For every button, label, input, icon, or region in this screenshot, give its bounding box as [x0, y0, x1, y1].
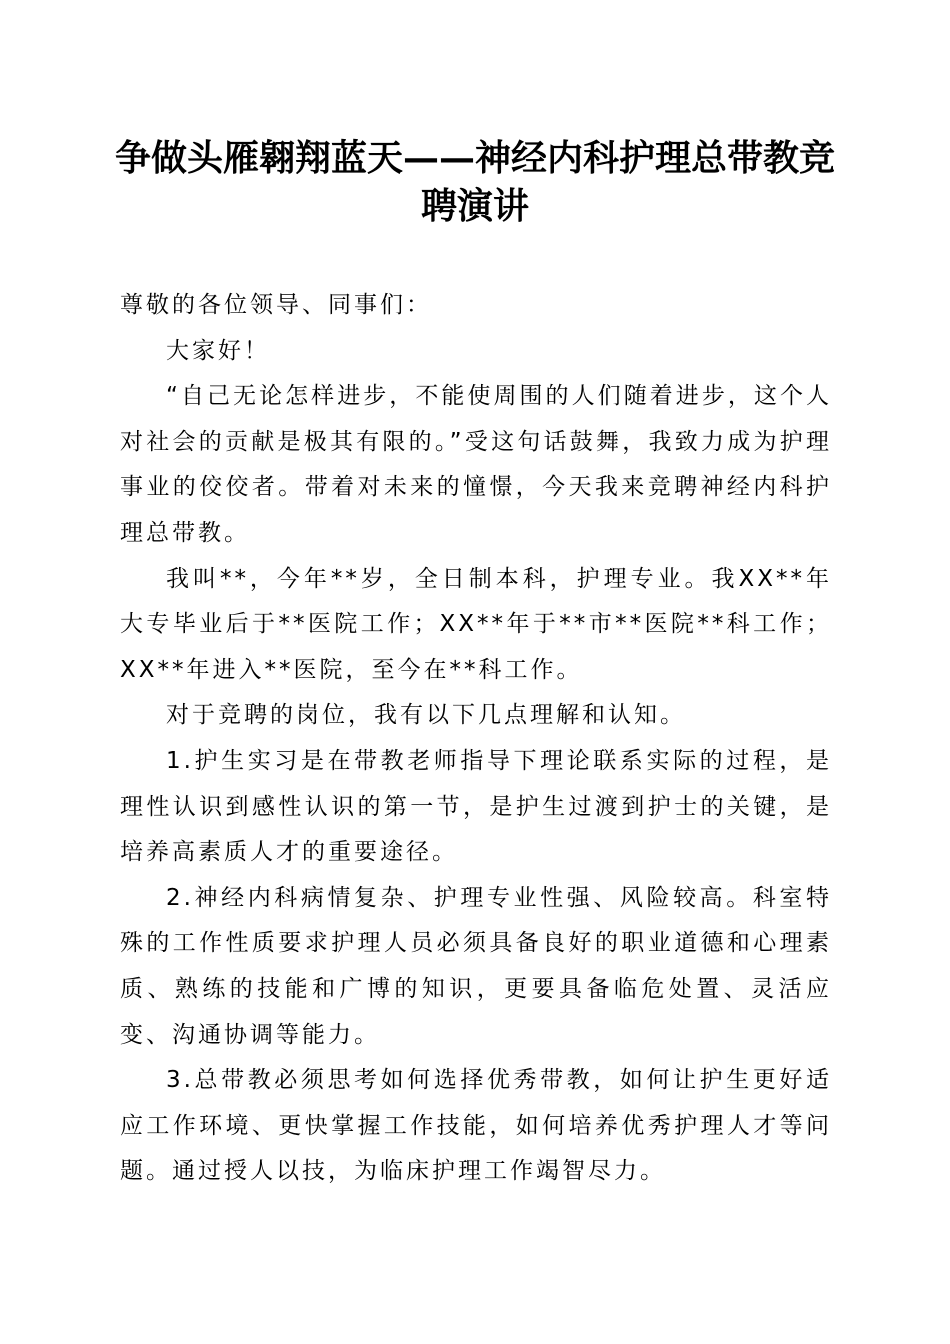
paragraph-motivation: “自己无论怎样进步，不能使周围的人们随着进步，这个人对社会的贡献是极其有限的。”受这句话鼓舞，我致力成为护理事业的佼佼者。带着对未来的憧憬，今天我来竞聘神经内科护理总带教。 [120, 383, 832, 546]
paragraph-point-1: 1.护生实习是在带教老师指导下理论联系实际的过程，是理性认识到感性认识的第一节，是护生过渡到护士的关键，是培养高素质人才的重要途径。 [120, 747, 832, 866]
paragraph-point-3: 3.总带教必须思考如何选择优秀带教，如何让护生更好适应工作环境、更快掌握工作技能，如何培养优秀护理人才等问题。通过授人以技，为临床护理工作竭智尽力。 [120, 1067, 832, 1185]
paragraph-self-introduction: 我叫**，今年**岁，全日制本科，护理专业。我XX**年大专毕业后于**医院工作；XX**年于**市**医院**科工作；XX**年进入**医院，至今在**科工作。 [120, 565, 832, 683]
document-body [120, 283, 832, 1195]
paragraph-greeting: 大家好！ [166, 337, 270, 364]
salutation: 尊敬的各位领导、同事们： [120, 292, 432, 318]
paragraph-understanding-intro: 对于竞聘的岗位，我有以下几点理解和认知。 [166, 702, 686, 729]
paragraph-point-2: 2.神经内科病情复杂、护理专业性强、风险较高。科室特殊的工作性质要求护理人员必须具备良好的职业道德和心理素质、熟练的技能和广博的知识，更要具备临危处置、灵活应变、沟通协调等能力。 [120, 884, 832, 1048]
document-title: 争做头雁翱翔蓝天——神经内科护理总带教竞聘演讲 [114, 137, 835, 227]
